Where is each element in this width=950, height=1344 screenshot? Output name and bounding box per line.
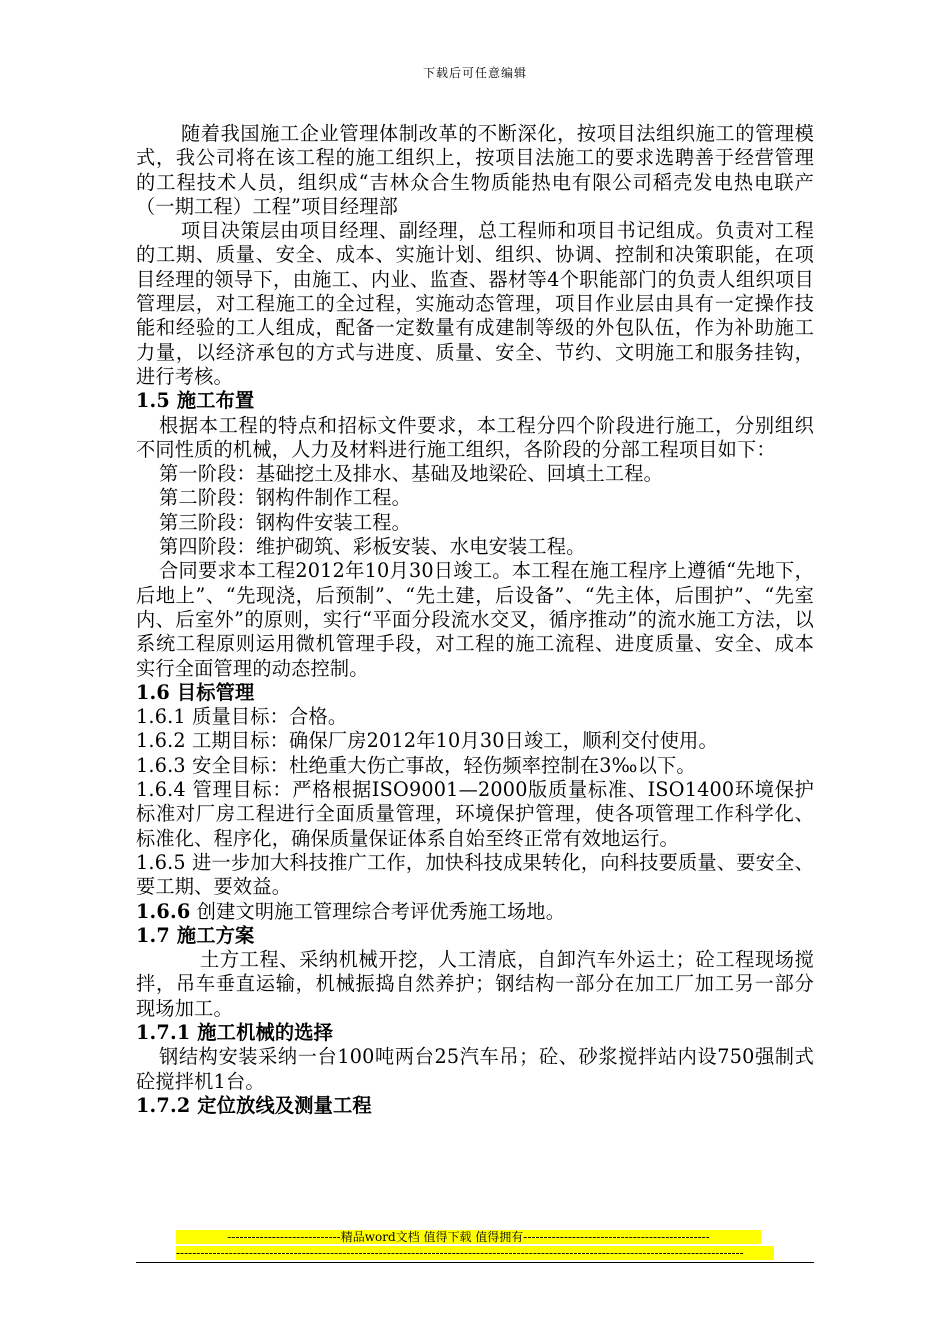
- stage-1: 第一阶段：基础挖土及排水、基础及地梁砼、回填土工程。: [159, 462, 664, 486]
- paragraph-stages-intro: 根据本工程的特点和招标文件要求，本工程分四个阶段进行施工，分别组织不同性质的机械，人力及材料进行施工组织，各阶段的分部工程项目如下：: [136, 413, 814, 461]
- paragraph-project-management: 随着我国施工企业管理体制改革的不断深化，按项目法组织施工的管理模式，我公司将在该工程的施工组织上，按项目法施工的要求选聘善于经营管理的工程技术人员，组织成“吉林众合生物质能热电有限公司稻壳发电热电联产（一期工程）工程”项目经理部: [136, 122, 814, 218]
- goal-management: 1.6.4 管理目标：严格根据ISO9001—2000版质量标准、ISO1400环境保护标准对厂房工程进行全面质量管理，环境保护管理，使各项管理工作科学化、标准化、程序化，确保质量保证体系自始至终正常有效地运行。: [136, 778, 814, 850]
- goal-civilized-site: [136, 900, 814, 924]
- page-header: 下载后可任意编辑: [422, 66, 527, 80]
- stage-2: 第二阶段：钢构件制作工程。: [159, 486, 412, 510]
- heading-1-7: 1.7 施工方案: [136, 923, 255, 947]
- stage-4: 第四阶段：维护砌筑、彩板安装、水电安装工程。: [159, 535, 586, 559]
- paragraph-contract: 合同要求本工程2012年10月30日竣工。本工程在施工程序上遵循“先地下，后地上”、“先现浇，后预制”、“先土建，后设备”、“先主体，后围护”、“先室内、后室外”的原则，实行“平面分段流水交叉，循序推动”的流水施工方法，以系统工程原则运用微机管理手段，对工程的施工流程、进度质量、安全、成本实行全面管理的动态控制。: [136, 559, 814, 680]
- footer-rule: [136, 1262, 814, 1263]
- document-body: [136, 122, 814, 1118]
- paragraph-construction-plan: 土方工程、采纳机械开挖，人工清底，自卸汽车外运土；砼工程现场搅拌，吊车垂直运输，机械振捣自然养护；钢结构一部分在加工厂加工另一部分现场加工。: [136, 948, 814, 1020]
- paragraph-machinery: 钢结构安装采纳一台100吨两台25汽车吊；砼、砂浆搅拌站内设750强制式砼搅拌机1台。: [136, 1045, 814, 1093]
- stage-3: 第三阶段：钢构件安装工程。: [159, 510, 412, 534]
- goal-schedule: 1.6.2 工期目标：确保厂房2012年10月30日竣工，顺利交付使用。: [136, 729, 718, 753]
- goal-safety: 1.6.3 安全目标：杜绝重大伤亡事故，轻伤频率控制在3‰以下。: [136, 753, 696, 777]
- heading-1-6: 1.6 目标管理: [136, 680, 255, 704]
- heading-1-7-1: 1.7.1 施工机械的选择: [136, 1020, 334, 1044]
- footer-banner-line-2: --------------------------------------------------------------------------------------------------------------------------------------------: [176, 1246, 774, 1260]
- heading-1-5: 1.5 施工布置: [136, 389, 255, 413]
- goal-technology: 1.6.5 进一步加大科技推广工作，加快科技成果转化，向科技要质量、要安全、要工期、要效益。: [136, 850, 814, 899]
- goal-civilized-text: 创建文明施工管理综合考评优秀施工场地。: [190, 899, 566, 923]
- footer-banner-line-1: ----------------------------精品word文档 值得下载 值得拥有----------------------------------------------: [176, 1230, 761, 1244]
- goal-quality: 1.6.1 质量目标：合格。: [136, 705, 348, 729]
- paragraph-decision-layer: 项目决策层由项目经理、副经理，总工程师和项目书记组成。负责对工程的工期、质量、安全、成本、实施计划、组织、协调、控制和决策职能，在项目经理的领导下，由施工、内业、监查、器材等4个职能部门的负责人组织项目管理层，对工程施工的全过程，实施动态管理，项目作业层由具有一定操作技能和经验的工人组成，配备一定数量有成建制等级的外包队伍，作为补助施工力量，以经济承包的方式与进度、质量、安全、节约、文明施工和服务挂钩，进行考核。: [136, 219, 814, 388]
- goal-civilized-number: 1.6.6: [136, 899, 191, 923]
- heading-1-7-2: 1.7.2 定位放线及测量工程: [136, 1093, 372, 1117]
